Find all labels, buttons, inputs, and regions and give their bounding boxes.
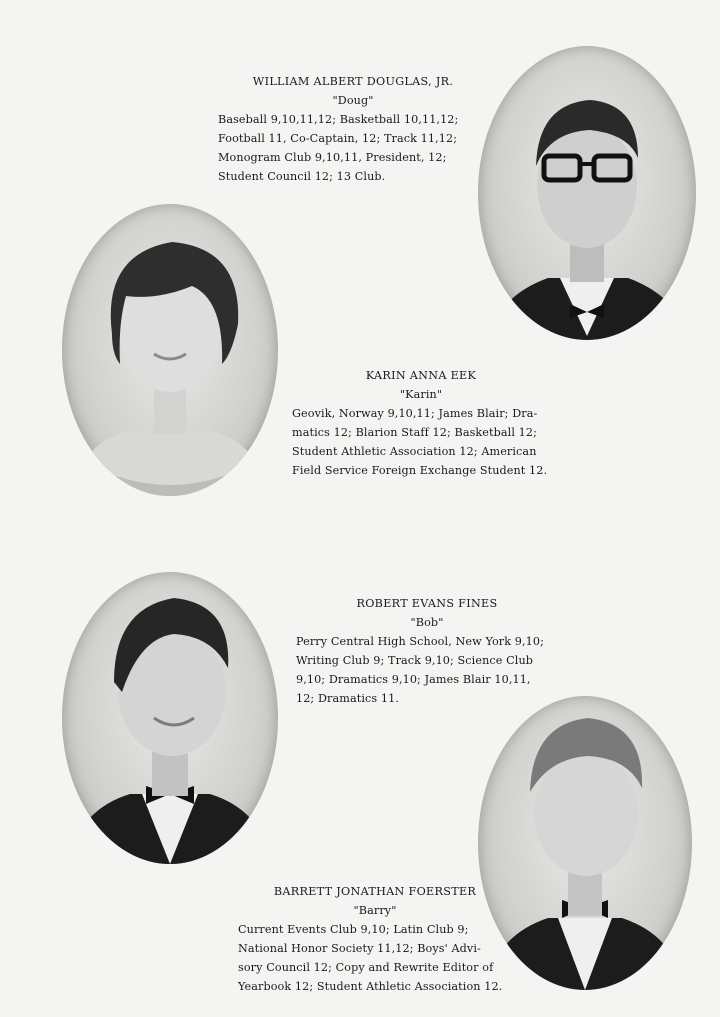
student-nickname: "Bob": [410, 616, 444, 629]
student-name: WILLIAM ALBERT DOUGLAS, JR.: [252, 75, 454, 88]
student-portrait-fines: [62, 572, 278, 864]
student-bio-eek: [292, 366, 550, 480]
activity-line: Current Events Club 9,10; Latin Club 9;: [238, 923, 469, 936]
activity-line: Monogram Club 9,10,11, President, 12;: [218, 151, 447, 164]
student-bio-douglas: [218, 72, 488, 186]
activity-line: 9,10; Dramatics 9,10; James Blair 10,11,: [296, 673, 531, 686]
activity-line: sory Council 12; Copy and Rewrite Editor of: [238, 961, 494, 974]
student-nickname: "Barry": [353, 904, 397, 917]
student-nickname: "Karin": [399, 388, 443, 401]
student-nickname: "Doug": [332, 94, 374, 107]
student-bio-foerster: [238, 882, 512, 996]
activity-line: matics 12; Blarion Staff 12; Basketball 12;: [292, 426, 537, 439]
activity-line: Writing Club 9; Track 9,10; Science Club: [296, 654, 534, 667]
activity-line: Student Council 12; 13 Club.: [218, 170, 386, 183]
activity-line: Geovik, Norway 9,10,11; James Blair; Dra-: [292, 407, 538, 420]
student-portrait-douglas: [478, 46, 696, 340]
activity-line: Yearbook 12; Student Athletic Association 12.: [238, 980, 503, 993]
student-name: KARIN ANNA EEK: [365, 369, 477, 382]
activity-line: Field Service Foreign Exchange Student 12.: [292, 464, 548, 477]
male-portrait-icon: [478, 46, 696, 340]
activity-line: Football 11, Co-Captain, 12; Track 11,12;: [218, 132, 458, 145]
student-name: ROBERT EVANS FINES: [356, 597, 498, 610]
activity-line: National Honor Society 11,12; Boys' Advi-: [238, 942, 481, 955]
male-portrait-icon: [62, 572, 278, 864]
activity-line: 12; Dramatics 11.: [296, 692, 399, 705]
student-portrait-eek: [62, 204, 278, 496]
student-name: BARRETT JONATHAN FOERSTER: [273, 885, 477, 898]
activity-line: Baseball 9,10,11,12; Basketball 10,11,12;: [218, 113, 459, 126]
activity-line: Student Athletic Association 12; American: [292, 445, 537, 458]
activity-line: Perry Central High School, New York 9,10;: [296, 635, 544, 648]
student-bio-fines: [296, 594, 558, 708]
female-portrait-icon: [62, 204, 278, 496]
